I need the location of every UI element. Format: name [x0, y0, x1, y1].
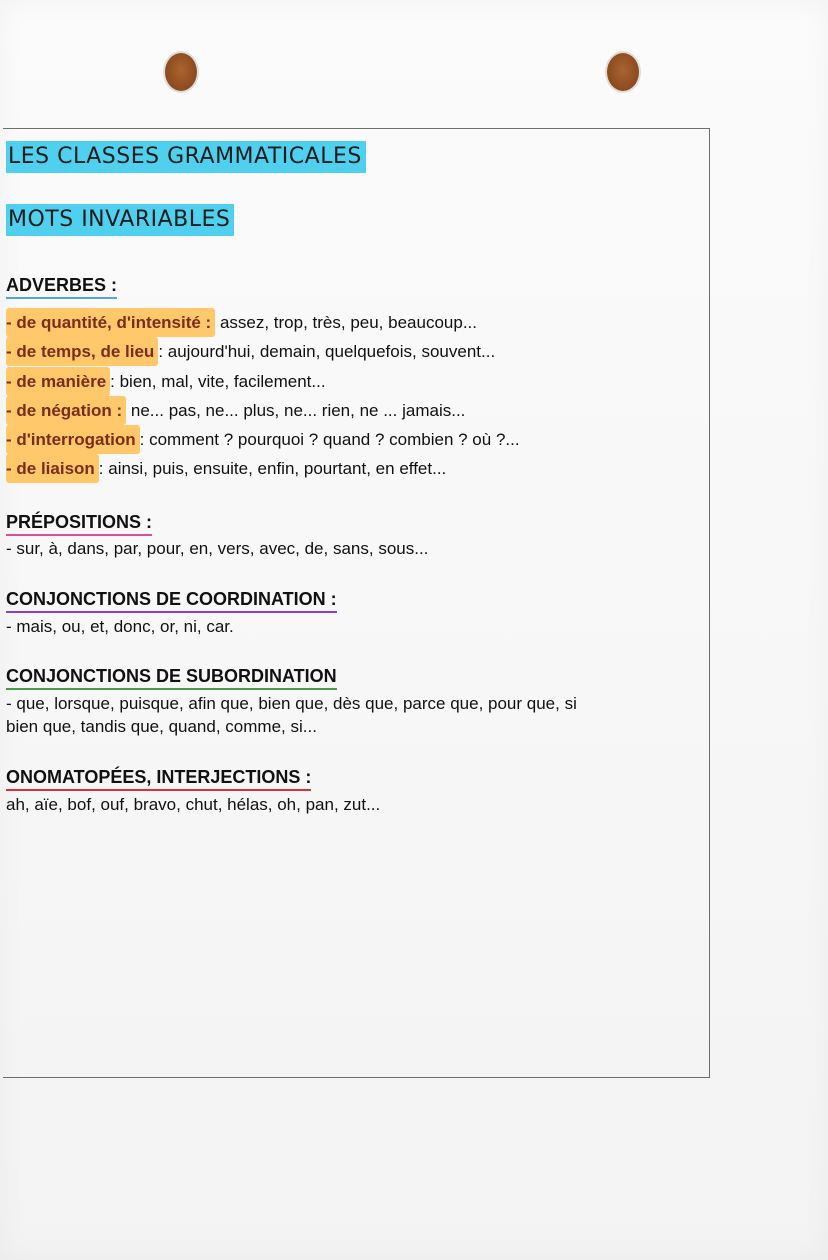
adverb-examples: : bien, mal, vite, facilement...: [110, 371, 326, 391]
adverb-category: - d'interrogation: [6, 425, 140, 454]
adverb-category: - de manière: [6, 367, 110, 396]
subordination-text-line2: bien que, tandis que, quand, comme, si...: [6, 717, 317, 736]
list-item: [6, 396, 520, 425]
adverbes-heading: ADVERBES :: [6, 274, 117, 299]
list-item: [6, 367, 520, 396]
subordination-text-line1: - que, lorsque, puisque, afin que, bien que, dès que, parce que, pour que, si: [6, 694, 577, 713]
adverbes-list: [6, 308, 520, 484]
list-item: [6, 425, 520, 454]
prepositions-heading: PRÉPOSITIONS :: [6, 511, 152, 536]
adverb-examples: assez, trop, très, peu, beaucoup...: [215, 313, 477, 332]
onomatopees-text: ah, aïe, bof, ouf, bravo, chut, hélas, oh, pan, zut...: [6, 795, 381, 814]
coordination-text: - mais, ou, et, donc, or, ni, car.: [6, 617, 234, 636]
list-item: [6, 308, 520, 337]
list-item: [6, 454, 520, 483]
page-subtitle: MOTS INVARIABLES: [6, 204, 234, 236]
punch-hole-left: [165, 53, 197, 91]
adverb-examples: : comment ? pourquoi ? quand ? combien ? où ?...: [139, 430, 520, 450]
prepositions-text: - sur, à, dans, par, pour, en, vers, avec, de, sans, sous...: [6, 539, 429, 558]
adverb-category: - de quantité, d'intensité :: [6, 308, 215, 337]
adverb-category: - de négation :: [6, 396, 126, 425]
punch-hole-right: [607, 53, 639, 91]
list-item: [6, 337, 520, 366]
adverb-examples: : ainsi, puis, ensuite, enfin, pourtant, en effet...: [98, 459, 447, 479]
adverb-examples: ne... pas, ne... plus, ne... rien, ne ... jamais...: [126, 400, 466, 420]
coordination-heading: CONJONCTIONS DE COORDINATION :: [6, 588, 337, 613]
adverb-category: - de temps, de lieu: [6, 337, 158, 366]
adverb-examples: : aujourd'hui, demain, quelquefois, souvent...: [158, 342, 496, 362]
adverb-category: - de liaison: [6, 454, 99, 483]
onomatopees-heading: ONOMATOPÉES, INTERJECTIONS :: [6, 766, 311, 791]
subordination-heading: CONJONCTIONS DE SUBORDINATION: [6, 665, 337, 690]
page-title: LES CLASSES GRAMMATICALES: [6, 141, 366, 173]
